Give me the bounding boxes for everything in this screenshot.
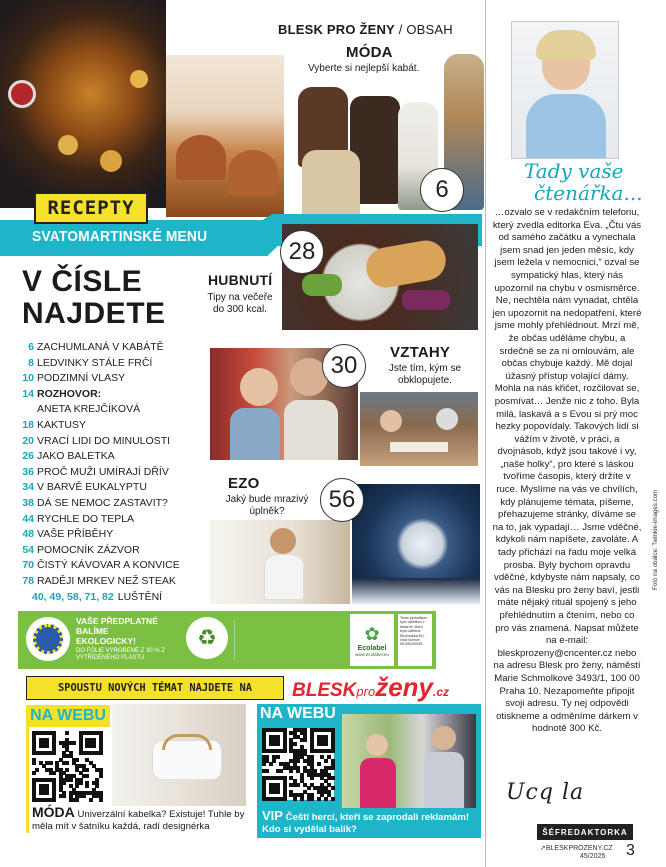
qr-module — [283, 749, 287, 753]
ecolabel-text-box: Tento periodikum bylo vytištěno v tiskárně, která byla udělena Ekoznačka EU, číslo licence SK/053/00001. — [398, 614, 432, 666]
toc-text: JAKO BALETKA — [37, 450, 115, 463]
qr-module — [310, 797, 314, 801]
toc-num: 18 — [22, 418, 34, 431]
web-left-caption[interactable] — [32, 806, 246, 833]
toc-text-line2: ANETA KREJČÍKOVÁ — [37, 403, 141, 416]
toc-text: PODZIMNÍ VLASY — [37, 372, 126, 385]
toc-row-lusteni[interactable] — [12, 590, 202, 606]
bundt-cake-photo — [166, 55, 284, 217]
editorial-heading-line2: čtenářka... — [534, 181, 643, 205]
cafe-photo — [360, 392, 478, 466]
toc-text: VAŠE PŘÍBĚHY — [37, 528, 114, 541]
toc-num: 36 — [22, 465, 34, 478]
qr-module — [293, 797, 297, 801]
web-right-caption[interactable] — [262, 810, 476, 836]
toc-num: 78 — [22, 574, 34, 587]
blesk-pro-zeny-logo[interactable] — [292, 672, 449, 703]
toc-row[interactable] — [12, 418, 202, 434]
qr-module — [276, 742, 280, 746]
web-promo-bar: SPOUSTU NOVÝCH TÉMAT NAJDETE NA — [26, 676, 284, 700]
eco-line3: EKOLOGICKY! — [76, 636, 136, 646]
footer-arrow-icon: ➚ — [540, 845, 546, 852]
toc-text: RADĚJI MRKEV NEŽ STEAK — [37, 574, 176, 587]
toc-row[interactable] — [12, 371, 202, 387]
qr-module — [331, 786, 335, 790]
toc-num: 10 — [22, 372, 34, 385]
hubnuti-page-number: 28 — [280, 230, 324, 274]
qr-module — [293, 742, 297, 746]
qr-module — [269, 762, 273, 766]
qr-module — [324, 797, 328, 801]
qr-module — [324, 742, 328, 746]
toc-row[interactable] — [12, 340, 202, 356]
editorial-body: …ozvalo se v redakčním telefonu, který zvedla editorka Eva. „Čtu vás od samého začátku a vynechala jsem snad jen jeden měsíc, kdy jsem ležela v nemocnici,“ ozval se sympatický hlas, který nás upozornil na chybu v osmisměrce. Ne, nechtěla nám vynadat, chtěla jen upozornit na nedopatření, které jsme mohly přehlédnout. Mrzí mě, že občas uděláme chybu, a srdečně se za ni omlouvám, ale občas chybuje každý. Mě dojal úžasný přístup volající dámy. Mohla na nás křičet, rozčilovat se, posmívat… Jenže nic z toho. Byla milá, laskavá a s Evou si prý moc hezky popovídaly. Takových lidí si vážím v životě, v práci, a dvojnásob, když jsou takové i vy, „naše holky“, pro které s láskou tvoříme časopis, který držíte v ruce. Myslíme na vás ve chvílích, kdy plánujeme témata, píšeme, přehazujeme stránky, díváme se na to, jak vypadají… Jsme vděčné, kdykoli nám napíšete, zavoláte. A tady přichází na řadu moje velká prosba. Byly bychom opravdu vděčné, kdybyste nám napsaly, co vás na Blesku pro ženy baví, jestli máte nějaký rituál spojený s jeho přehlédnutím a čtením, nebo co pro vás znamená. Napsat můžete na e-mail: bleskprozeny@cncenter.cz nebo na adresu Blesk pro ženy, náměstí Marie Schmolkové 3493/1, 100 00 Praha 10. Nezapomeňte připojit svoji adresu. Ty nej odpovědi otiskneme a odměníme dárkem v hodnotě 300 Kč. — [492, 207, 642, 735]
toc-row[interactable] — [12, 465, 202, 481]
qr-module — [262, 762, 266, 766]
logo-zeny: ženy — [375, 672, 434, 702]
toc-num: 6 — [28, 341, 34, 353]
toc-num: 44 — [22, 512, 34, 525]
coat-camel — [302, 150, 360, 222]
qr-module — [32, 761, 36, 765]
toc-text-line1: ROZHOVOR: — [37, 387, 102, 400]
qr-module — [99, 774, 103, 778]
toc-num: 54 — [22, 543, 34, 556]
web-badge-right: NA WEBU — [260, 705, 336, 722]
toc-text: LUŠTĚNÍ — [117, 590, 163, 603]
qr-module — [310, 776, 314, 780]
hubnuti-subtitle: Tipy na večeře do 300 kcal. — [207, 292, 273, 315]
eco-detail-placeholder — [234, 620, 344, 660]
toc-row[interactable] — [12, 356, 202, 372]
editor-signature: Ucq la — [506, 780, 585, 805]
toc-num: 34 — [22, 481, 34, 494]
qr-module — [35, 768, 39, 772]
toc-title-line1: V ČÍSLE — [22, 265, 143, 298]
qr-module — [331, 766, 335, 770]
ezo-page-number: 56 — [320, 478, 364, 522]
qr-module — [75, 758, 79, 762]
toc-num: 20 — [22, 434, 34, 447]
qr-module — [317, 762, 321, 766]
toc-row[interactable] — [12, 434, 202, 450]
qr-module — [324, 759, 328, 763]
photo-credit: Foto na obálce: Twinkle-images.com — [652, 489, 659, 590]
toc-row[interactable] — [12, 543, 202, 559]
footer-site[interactable] — [540, 844, 613, 852]
editorial-heading — [514, 160, 643, 204]
qr-module — [276, 790, 280, 794]
qr-module — [85, 768, 89, 772]
ecolabel-icon: ✿ — [364, 623, 380, 644]
eu-logo-icon — [26, 617, 70, 661]
vztahy-page-number: 30 — [322, 344, 366, 388]
toc-row[interactable] — [12, 574, 202, 590]
qr-module — [296, 759, 300, 763]
toc-text: RYCHLE DO TEPLA — [37, 512, 135, 525]
editor-portrait — [511, 21, 619, 159]
editor-role: ŠÉFREDAKTORKA — [537, 824, 633, 840]
web-right-tag: VIP — [262, 808, 283, 823]
qr-module — [303, 738, 307, 742]
eco-text — [76, 616, 176, 662]
toc-num: 26 — [22, 450, 34, 463]
ezo-title: EZO — [228, 475, 260, 492]
qr-module — [99, 798, 103, 802]
toc-row[interactable] — [12, 449, 202, 465]
toc-num: 40, 49, 58, 71, 82 — [32, 590, 114, 603]
qr-module — [317, 797, 321, 801]
column-divider — [485, 0, 486, 867]
woman-window-photo — [210, 520, 350, 604]
eco-line1: VAŠE PŘEDPLATNÉ — [76, 616, 158, 626]
qr-module — [62, 794, 66, 798]
qr-module — [99, 751, 103, 755]
toc-title-line2: NAJDETE — [22, 297, 166, 330]
toc-row[interactable] — [12, 558, 202, 574]
qr-module — [272, 759, 276, 763]
qr-module — [289, 769, 293, 773]
page-header — [278, 22, 453, 37]
header-separator: / — [398, 22, 403, 37]
footer-site-text: BLESKPROZENY.CZ — [545, 845, 613, 852]
vztahy-subtitle: Jste tím, kým se obklopujete. — [388, 363, 462, 386]
toc-list — [12, 340, 202, 605]
ecolabel-logo — [350, 614, 394, 666]
qr-module — [265, 769, 269, 773]
qr-module — [296, 783, 300, 787]
toc-num: 8 — [28, 356, 34, 369]
toc-text: ZACHUMLANÁ V KABÁTĚ — [37, 341, 164, 353]
roast-goose-photo — [0, 0, 166, 208]
web-right-text: Čeští herci, kteří se zaprodali reklamám! Kdo si vydělal balík? — [262, 812, 470, 835]
toc-row[interactable] — [12, 387, 202, 418]
logo-pro: pro — [356, 684, 376, 699]
ecolabel-url: www.ecolabel.eu — [355, 651, 389, 657]
toc-num: 70 — [22, 559, 34, 572]
ecolabel-name: Ecolabel — [357, 644, 387, 652]
toc-text — [37, 387, 140, 418]
toc-row[interactable] — [12, 527, 202, 543]
qr-module — [49, 761, 53, 765]
recycle-icon: ♻ — [186, 617, 228, 659]
toc-text: PROČ MUŽI UMÍRAJÍ DŘÍV — [37, 465, 169, 478]
qr-module — [279, 769, 283, 773]
recepty-label: RECEPTY — [34, 192, 148, 224]
qr-module — [52, 798, 56, 802]
logo-blesk: BLESK — [292, 680, 357, 701]
qr-module — [45, 791, 49, 795]
footer-issue: 45/2025 — [580, 853, 606, 860]
section-name: OBSAH — [406, 22, 453, 37]
web-badge-left: NA WEBU — [26, 705, 110, 727]
qr-module — [283, 797, 287, 801]
toc-text: ČISTÝ KÁVOVAR A KONVICE — [37, 559, 180, 572]
toc-title — [22, 266, 166, 330]
toc-text: POMOCNÍK ZÁZVOR — [37, 543, 140, 556]
toc-num: 14 — [22, 387, 34, 400]
qr-module — [79, 781, 83, 785]
qr-module — [85, 784, 89, 788]
toc-text: LEDVINKY STÁLE FRČÍ — [37, 356, 153, 369]
moda-page-number: 6 — [420, 168, 464, 212]
qr-module — [276, 755, 280, 759]
moda-subtitle: Vyberte si nejlepší kabát. — [308, 63, 420, 74]
actor-photo — [342, 714, 476, 808]
toc-num: 38 — [22, 496, 34, 509]
toc-text: V BARVĚ EUKALYPTU — [37, 481, 147, 494]
qr-module — [65, 731, 69, 735]
moda-title: MÓDA — [346, 44, 393, 61]
handbag-photo — [112, 704, 246, 806]
eco-line2: BALÍME — [76, 626, 109, 636]
toc-row[interactable] — [12, 480, 202, 496]
qr-module — [85, 774, 89, 778]
toc-text: DÁ SE NEMOC ZASTAVIT? — [37, 496, 168, 509]
vztahy-title: VZTAHY — [390, 344, 451, 361]
qr-module — [92, 744, 96, 748]
toc-text: KAKTUSY — [37, 418, 87, 431]
recipe-banner-title: SVATOMARTINSKÉ MENU — [32, 228, 208, 245]
toc-text: VRACÍ LIDI DO MINULOSTI — [37, 434, 171, 447]
logo-cz: .cz — [433, 685, 450, 699]
ezo-subtitle: Jaký bude mrazivý úplněk? — [225, 494, 309, 517]
qr-module — [300, 797, 304, 801]
qr-module — [65, 761, 69, 765]
qr-code-right[interactable] — [262, 728, 334, 800]
qr-code-left[interactable] — [32, 731, 102, 801]
qr-module — [331, 776, 335, 780]
web-left-tag: MÓDA — [32, 804, 75, 820]
toc-row[interactable] — [12, 512, 202, 528]
qr-module — [72, 741, 76, 745]
toc-row[interactable] — [12, 496, 202, 512]
qr-module — [307, 786, 311, 790]
editorial-heading-line1: Tady vaše — [524, 159, 624, 183]
hubnuti-title: HUBNUTÍ — [208, 272, 273, 288]
brand-name: BLESK PRO ŽENY — [278, 22, 395, 37]
web-left-text: Univerzální kabelka? Existuje! Tuhle by měla mít v šatníku každá, radí designérka — [32, 809, 245, 832]
toc-num: 48 — [22, 528, 34, 541]
qr-module — [52, 751, 56, 755]
eco-small: DO FÓLIE VYROBENÉ Z 30 % Z VYTŘÍDĚNÉHO PLASTU — [76, 648, 166, 661]
qr-module — [331, 797, 335, 801]
qr-module — [65, 768, 69, 772]
full-moon-photo — [352, 484, 480, 604]
qr-module — [95, 784, 99, 788]
qr-module — [45, 744, 49, 748]
page-number: 3 — [626, 842, 635, 859]
qr-module — [331, 749, 335, 753]
